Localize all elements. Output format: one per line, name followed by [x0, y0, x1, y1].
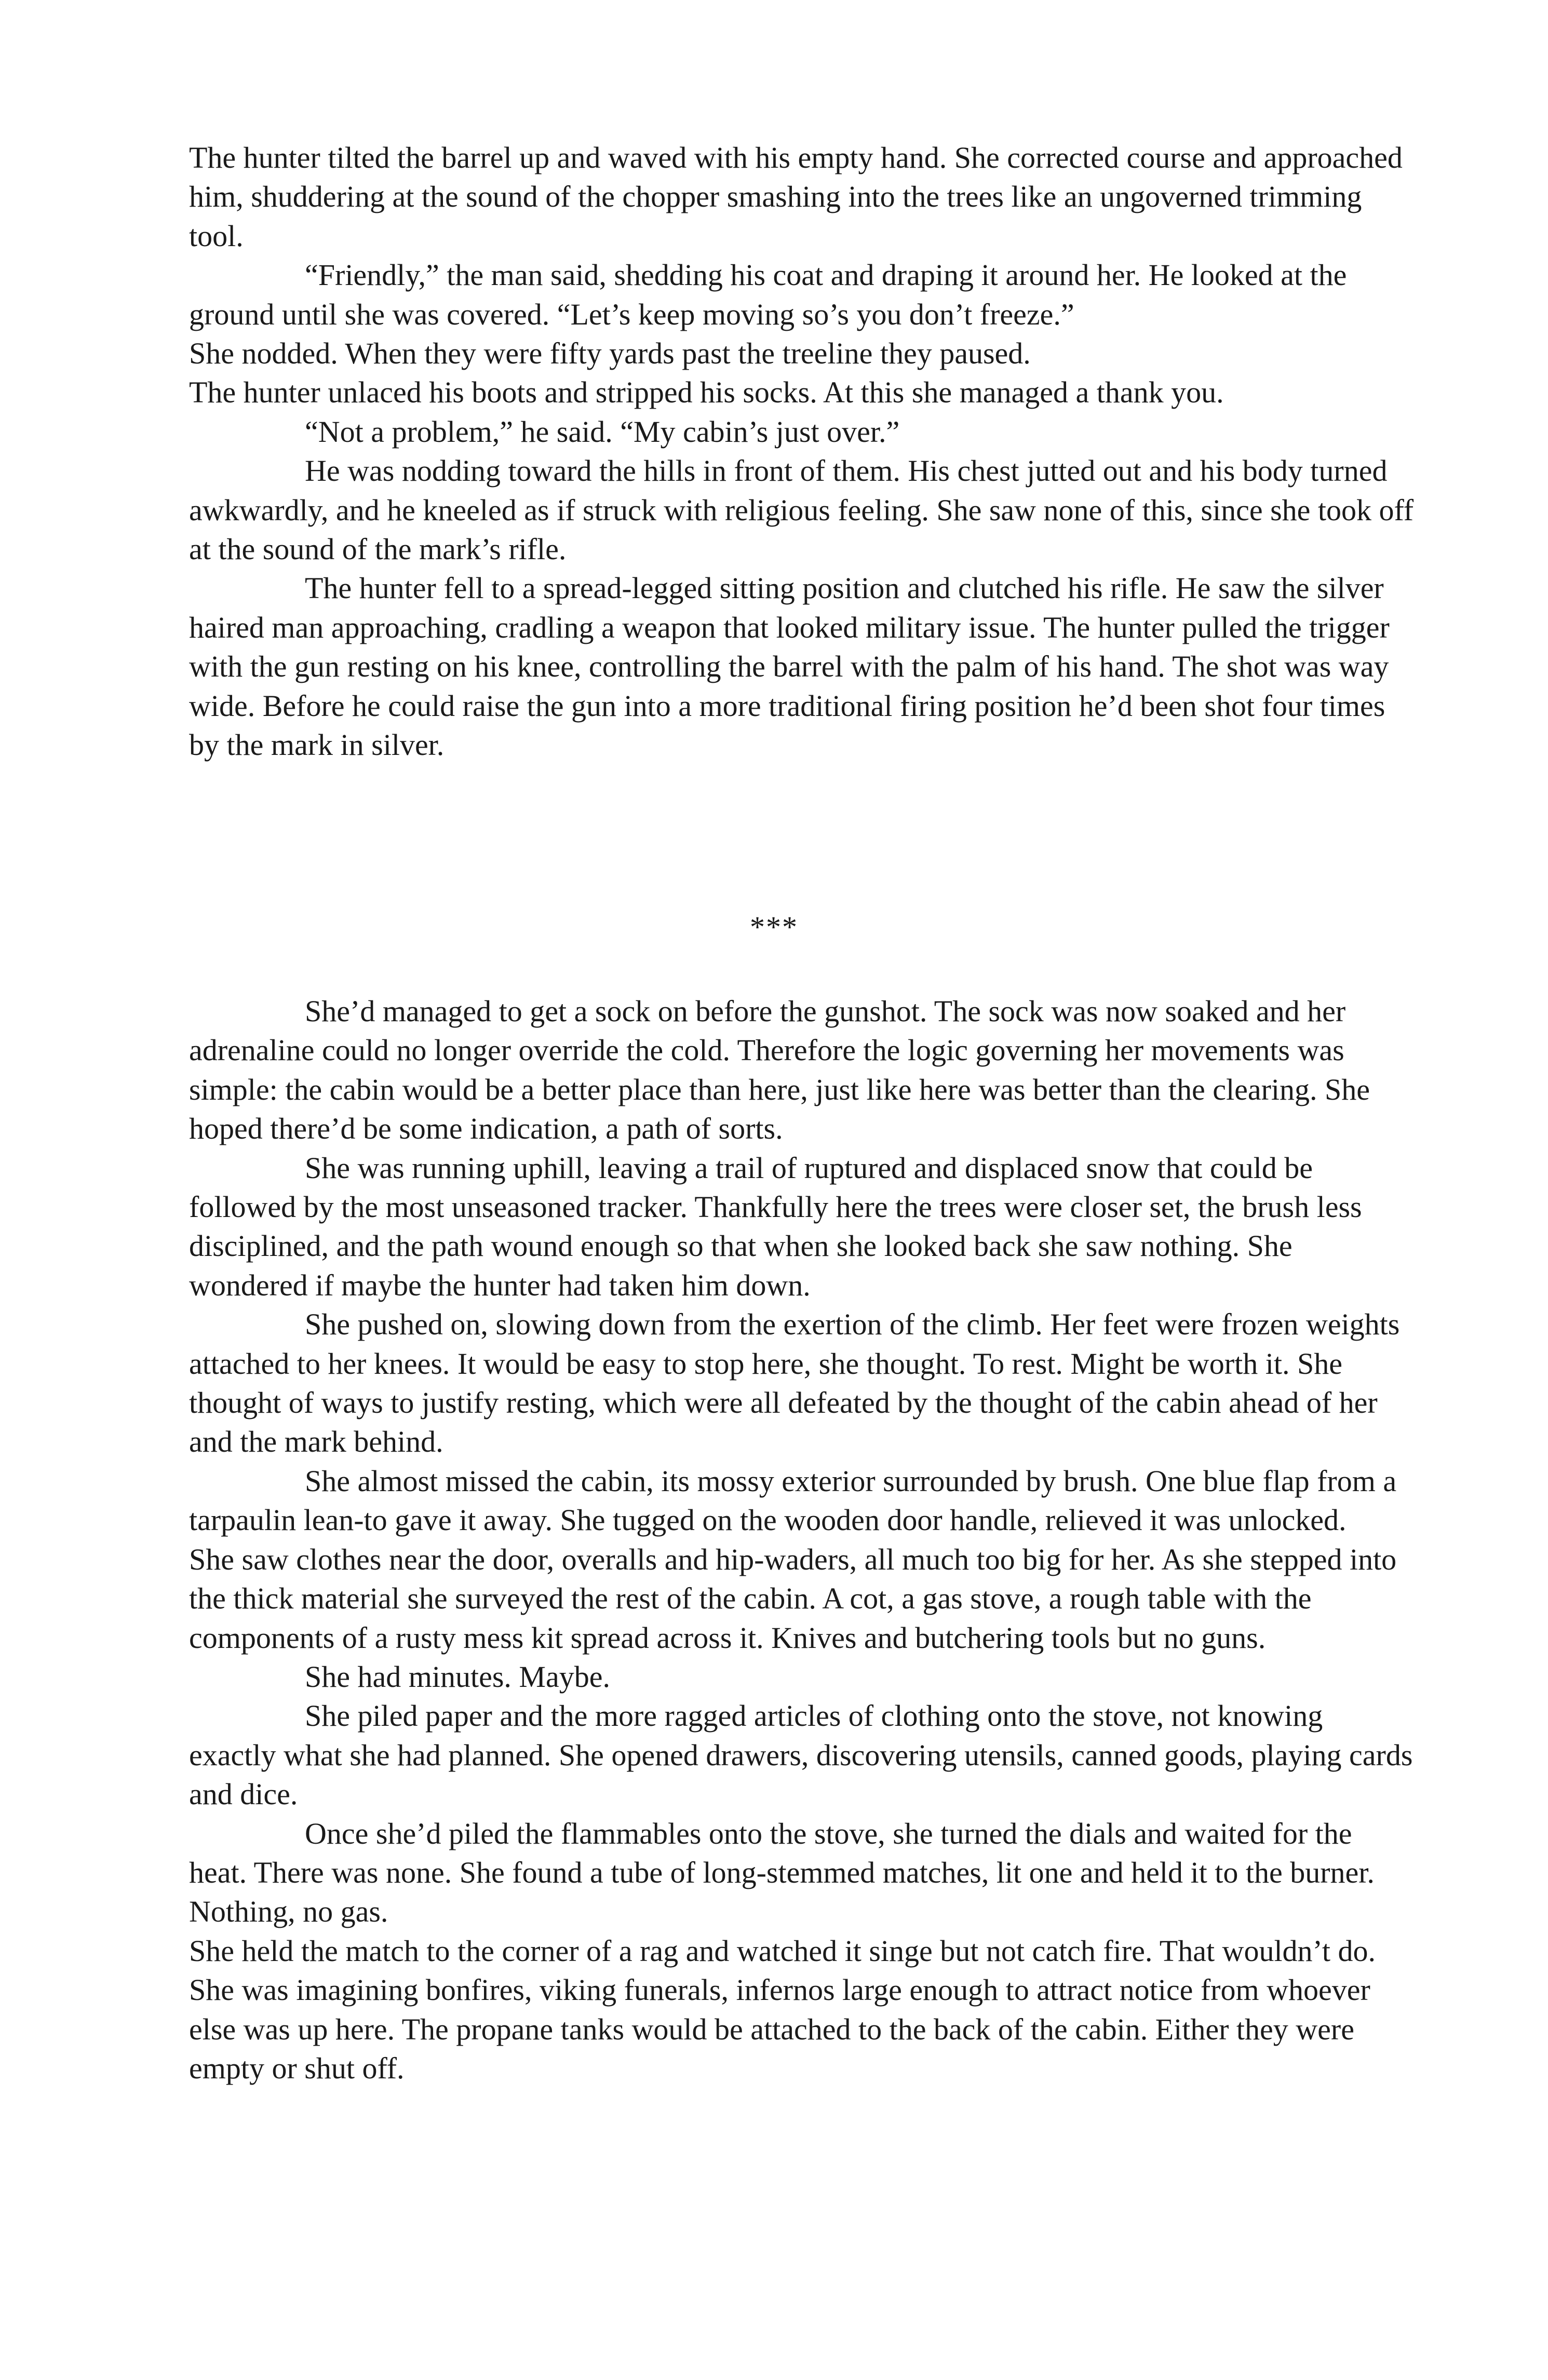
paragraph: She was running uphill, leaving a trail of ruptured and displaced snow that could be followed by the most unseasoned tracker. Thankfully here the trees were closer set, the brush less disciplined, and the path wound enough so that when she looked back she saw nothing. She wondered if maybe the hunter had taken him down. — [189, 1151, 1362, 1302]
paragraph: She piled paper and the more ragged articles of clothing onto the stove, not knowing exactly what she had planned. She opened drawers, discovering utensils, canned goods, playing cards and dice. — [189, 1699, 1413, 1811]
paragraph: The hunter tilted the barrel up and waved with his empty hand. She corrected course and approached him, shuddering at the sound of the chopper smashing into the trees like an ungoverned trimming tool. — [189, 141, 1403, 253]
paragraph: She almost missed the cabin, its mossy exterior surrounded by brush. One blue flap from a tarpaulin lean-to gave it away. She tugged on the wooden door handle, relieved it was unlocked. — [189, 1464, 1397, 1537]
paragraph: He was nodding toward the hills in front of them. His chest jutted out and his body turned awkwardly, and he kneeled as if struck with religious feeling. She saw none of this, since she took off at the sound of the mark’s rifle. — [189, 454, 1414, 566]
paragraph: She pushed on, slowing down from the exertion of the climb. Her feet were frozen weights attached to her knees. It would be easy to stop here, she thought. To rest. Might be worth it. She thought of ways to justify resting, which were all defeated by the thought of the cabin ahead of her and the mark behind. — [189, 1307, 1400, 1459]
paragraph: She held the match to the corner of a rag and watched it singe but not catch fire. That wouldn’t do. She was imagining bonfires, viking funerals, infernos large enough to attract notice from whoever else was up here. The propane tanks would be attached to the back of the cabin. Either they were empty or shut off. — [189, 1933, 1376, 2085]
paragraph: The hunter fell to a spread-legged sitting position and clutched his rifle. He saw the silver haired man approaching, cradling a weapon that looked military issue. The hunter pulled the trigger with the gun resting on his knee, controlling the barrel with the palm of his hand. The shot was way wide. Before he could raise the gun into a more traditional firing position he’d been shot four times by the mark in silver. — [189, 571, 1390, 762]
paragraph: “Not a problem,” he said. “My cabin’s just over.” — [305, 414, 900, 449]
paragraph: She’d managed to get a sock on before the gunshot. The sock was now soaked and her adrenaline could no longer override the cold. Therefore the logic governing her movements was simple: the cabin would be a better place than here, just like here was better than the clearing. She hoped there’d be some indication, a path of sorts. — [189, 994, 1370, 1146]
text-section-one — [189, 138, 1415, 765]
paragraph: She had minutes. Maybe. — [305, 1659, 610, 1694]
paragraph: She saw clothes near the door, overalls and hip-waders, all much too big for her. As she stepped into the thick material she surveyed the rest of the cabin. A cot, a gas stove, a rough table with the components of a rusty mess kit spread across it. Knives and butchering tools but no guns. — [189, 1542, 1397, 1655]
section-break: *** — [750, 910, 798, 944]
paragraph: “Friendly,” the man said, shedding his coat and draping it around her. He looked at the ground until she was covered. “Let’s keep moving so’s you don’t freeze.” — [189, 258, 1347, 331]
text-section-two — [189, 992, 1415, 2088]
paragraph: Once she’d piled the flammables onto the stove, she turned the dials and waited for the heat. There was none. She found a tube of long-stemmed matches, lit one and held it to the burner. Nothing, no gas. — [189, 1816, 1375, 1929]
paragraph: She nodded. When they were fifty yards past the treeline they paused. — [189, 336, 1031, 371]
paragraph: The hunter unlaced his boots and stripped his socks. At this she managed a thank you. — [189, 375, 1224, 410]
